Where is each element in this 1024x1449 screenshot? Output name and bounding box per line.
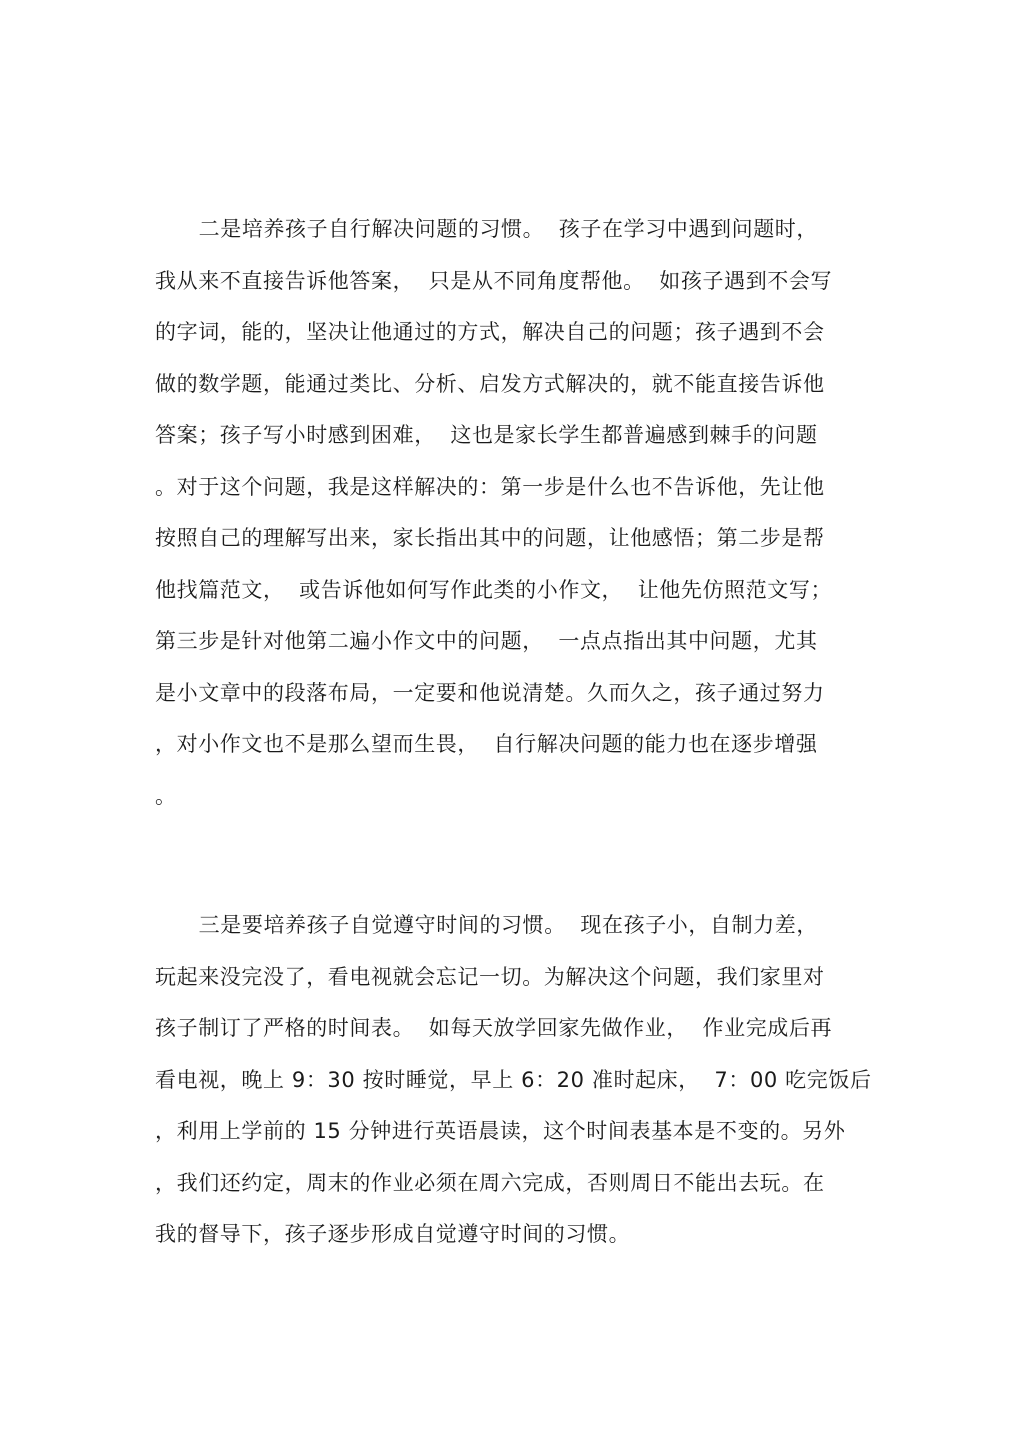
text-line: 看电视，晚上 9：30 按时睡觉，早上 6：20 准时起床， 7：00 吃完饭后 [155,1067,872,1092]
text-line: ，对小作文也不是那么望而生畏， 自行解决问题的能力也在逐步增强 [155,732,818,756]
text-line: ，我们还约定，周末的作业必须在周六完成，否则周日不能出去玩。在 [155,1170,825,1195]
text-line: 二是培养孩子自行解决问题的习惯。 孩子在学习中遇到问题时， [155,217,818,241]
text-line: 。 [155,783,177,808]
text-line: 孩子制订了严格的时间表。 如每天放学回家先做作业， 作业完成后再 [155,1016,833,1040]
text-line: 三是要培养孩子自觉遵守时间的习惯。 现在孩子小，自制力差， [155,913,818,937]
text-line: 是小文章中的段落布局，一定要和他说清楚。久而久之，孩子通过努力 [155,680,825,705]
text-line: 我的督导下，孩子逐步形成自觉遵守时间的习惯。 [155,1222,631,1246]
text-line: 。对于这个问题，我是这样解决的：第一步是什么也不告诉他，先让他 [155,474,825,499]
text-line: 我从来不直接告诉他答案， 只是从不同角度帮他。 如孩子遇到不会写 [155,268,833,293]
text-line: 做的数学题，能通过类比、分析、启发方式解决的，就不能直接告诉他 [155,371,825,396]
text-line: 的字词，能的，坚决让他通过的方式，解决自己的问题；孩子遇到不会 [155,320,825,344]
text-line: 答案；孩子写小时感到困难， 这也是家长学生都普遍感到棘手的问题 [155,423,818,447]
paragraph-time-management-habit [155,900,875,1261]
text-line: 第三步是针对他第二遍小作文中的问题， 一点点指出其中问题，尤其 [155,629,818,653]
text-line: 他找篇范文， 或告诉他如何写作此类的小作文， 让他先仿照范文写； [155,577,833,602]
text-line: 按照自己的理解写出来，家长指出其中的问题，让他感悟；第二步是帮 [155,526,825,550]
text-line: ，利用上学前的 15 分钟进行英语晨读，这个时间表基本是不变的。另外 [155,1119,846,1143]
text-line: 玩起来没完没了，看电视就会忘记一切。为解决这个问题，我们家里对 [155,964,825,989]
paragraph-problem-solving-habit [155,204,875,822]
